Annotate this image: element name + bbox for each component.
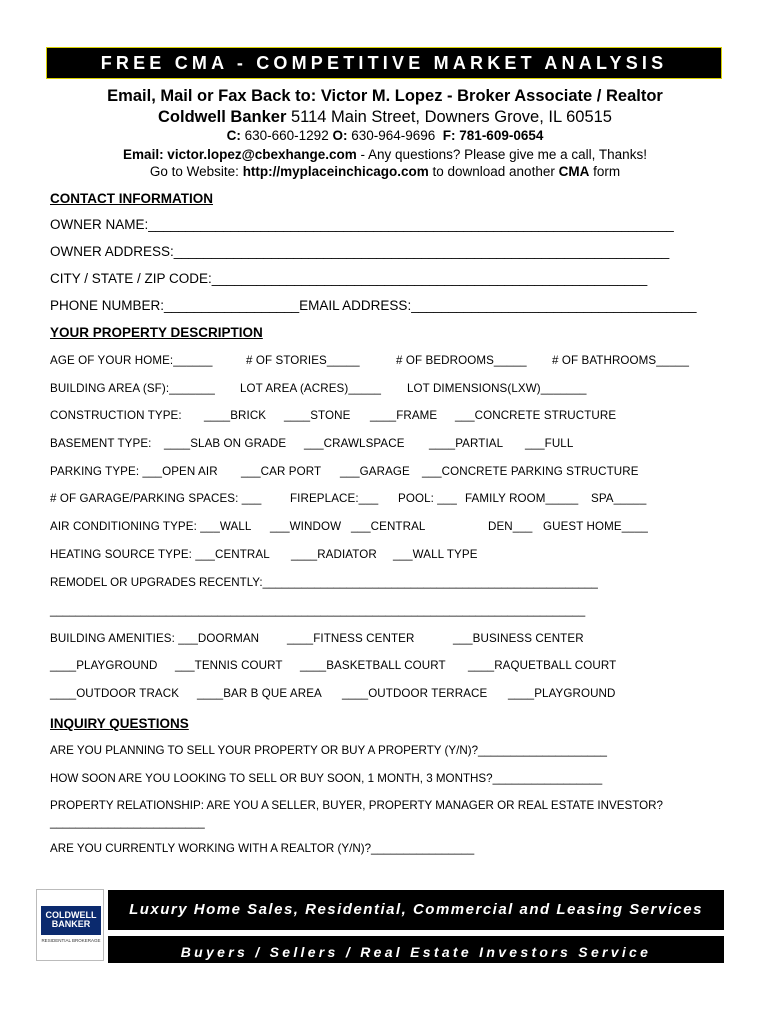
amenity-bbq-area[interactable]: ____BAR B QUE AREA	[197, 687, 322, 700]
city-state-zip-field[interactable]: CITY / STATE / ZIP CODE:__________________________________________________________	[50, 271, 648, 286]
company-name: Coldwell Banker	[158, 108, 287, 126]
amenity-outdoor-track[interactable]: ____OUTDOOR TRACK	[50, 687, 180, 700]
owner-address-field[interactable]: OWNER ADDRESS:__________________________________________________________________	[50, 244, 670, 259]
amenity-outdoor-terrace[interactable]: ____OUTDOOR TERRACE	[342, 687, 488, 700]
email-line	[0, 147, 770, 162]
option-partial[interactable]: ____PARTIAL	[429, 437, 504, 450]
logo-text-top: COLDWELL	[45, 910, 97, 920]
pool-field[interactable]: POOL: ___	[398, 492, 457, 505]
amenity-playground[interactable]: ____PLAYGROUND	[50, 659, 158, 672]
website-mid: to download another	[428, 164, 559, 179]
question-working-with-realtor[interactable]: ARE YOU CURRENTLY WORKING WITH A REALTOR (Y/N)?________________	[50, 842, 475, 855]
phone-line	[0, 128, 770, 143]
remodel-field[interactable]: REMODEL OR UPGRADES RECENTLY:____________________________________________________	[50, 576, 598, 589]
amenity-basketball-court[interactable]: ____BASKETBALL COURT	[300, 659, 446, 672]
send-to-line: Email, Mail or Fax Back to: Victor M. Lopez - Broker Associate / Realtor	[107, 87, 663, 105]
office-label: O:	[332, 128, 348, 143]
bedrooms-field[interactable]: # OF BEDROOMS_____	[396, 354, 527, 367]
option-stone[interactable]: ____STONE	[284, 409, 351, 422]
company-address-line	[0, 108, 770, 127]
option-crawlspace[interactable]: ___CRAWLSPACE	[304, 437, 405, 450]
option-brick[interactable]: ____BRICK	[204, 409, 267, 422]
remodel-field-continued[interactable]: ___________________________________________________________________________________	[50, 604, 586, 617]
owner-name-field[interactable]: OWNER NAME:______________________________________________________________________	[50, 217, 674, 232]
services-banner: Luxury Home Sales, Residential, Commercial and Leasing Services	[108, 890, 724, 930]
amenity-playground-2[interactable]: ____PLAYGROUND	[508, 687, 616, 700]
option-concrete-structure[interactable]: ___CONCRETE STRUCTURE	[455, 409, 617, 422]
lot-dimensions-field[interactable]: LOT DIMENSIONS(LXW)_______	[407, 382, 587, 395]
phone-email-field[interactable]: PHONE NUMBER:__________________EMAIL ADDRESS:______________________________________	[50, 298, 697, 313]
option-full[interactable]: ___FULL	[525, 437, 574, 450]
website-url[interactable]: http://myplaceinchicago.com	[242, 164, 429, 179]
amenity-doorman[interactable]: BUILDING AMENITIES: ___DOORMAN	[50, 632, 260, 645]
spa-field[interactable]: SPA_____	[591, 492, 647, 505]
question-relationship: PROPERTY RELATIONSHIP: ARE YOU A SELLER, BUYER, PROPERTY MANAGER OR REAL ESTATE INVESTOR?	[50, 799, 663, 812]
option-garage[interactable]: ___GARAGE	[340, 465, 410, 478]
question-sell-or-buy[interactable]: ARE YOU PLANNING TO SELL YOUR PROPERTY OR BUY A PROPERTY (Y/N)?____________________	[50, 744, 607, 757]
amenity-raquetball-court[interactable]: ____RAQUETBALL COURT	[468, 659, 617, 672]
coldwell-banker-logo	[36, 889, 104, 961]
title-banner: FREE CMA - COMPETITIVE MARKET ANALYSIS	[46, 47, 722, 79]
ac-wall[interactable]: AIR CONDITIONING TYPE: ___WALL	[50, 520, 252, 533]
logo-mark	[41, 906, 101, 935]
inquiry-heading: INQUIRY QUESTIONS	[50, 716, 189, 731]
ac-window[interactable]: ___WINDOW	[270, 520, 342, 533]
question-relationship-answer[interactable]: ________________________	[50, 816, 205, 829]
family-room-field[interactable]: FAMILY ROOM_____	[465, 492, 579, 505]
garage-spaces-field[interactable]: # OF GARAGE/PARKING SPACES: ___	[50, 492, 262, 505]
option-car-port[interactable]: ___CAR PORT	[241, 465, 322, 478]
logo-text-bottom: BANKER	[51, 919, 91, 929]
option-slab-on-grade[interactable]: ____SLAB ON GRADE	[164, 437, 287, 450]
age-field[interactable]: AGE OF YOUR HOME:______	[50, 354, 213, 367]
building-area-field[interactable]: BUILDING AREA (SF):_______	[50, 382, 215, 395]
audience-banner: Buyers / Sellers / Real Estate Investors Service	[108, 936, 724, 963]
option-frame[interactable]: ____FRAME	[370, 409, 438, 422]
fireplace-field[interactable]: FIREPLACE:___	[290, 492, 379, 505]
basement-label: BASEMENT TYPE:	[50, 437, 152, 450]
amenity-fitness-center[interactable]: ____FITNESS CENTER	[287, 632, 415, 645]
option-concrete-parking[interactable]: ___CONCRETE PARKING STRUCTURE	[422, 465, 639, 478]
guest-home-field[interactable]: GUEST HOME____	[543, 520, 648, 533]
ac-central[interactable]: ___CENTRAL	[351, 520, 426, 533]
amenity-business-center[interactable]: ___BUSINESS CENTER	[453, 632, 584, 645]
cell-label: C:	[226, 128, 241, 143]
den-field[interactable]: DEN___	[488, 520, 533, 533]
construction-label: CONSTRUCTION TYPE:	[50, 409, 182, 422]
fax-number: F: 781-609-0654	[442, 128, 544, 143]
property-heading: YOUR PROPERTY DESCRIPTION	[50, 325, 263, 340]
logo-subtitle: RESIDENTIAL BROKERAGE	[41, 938, 101, 943]
heating-wall-type[interactable]: ___WALL TYPE	[393, 548, 478, 561]
email-note: - Any questions? Please give me a call, Thanks!	[356, 147, 647, 162]
cell-number: 630-660-1292	[240, 128, 333, 143]
amenity-tennis-court[interactable]: ___TENNIS COURT	[175, 659, 283, 672]
lot-area-field[interactable]: LOT AREA (ACRES)_____	[240, 382, 382, 395]
stories-field[interactable]: # OF STORIES_____	[246, 354, 360, 367]
email-address: Email: victor.lopez@cbexhange.com	[123, 147, 357, 162]
heating-central[interactable]: HEATING SOURCE TYPE: ___CENTRAL	[50, 548, 270, 561]
office-number: 630-964-9696	[347, 128, 440, 143]
website-line	[0, 164, 770, 179]
bathrooms-field[interactable]: # OF BATHROOMS_____	[552, 354, 689, 367]
website-prefix: Go to Website:	[149, 164, 243, 179]
heating-radiator[interactable]: ____RADIATOR	[291, 548, 377, 561]
parking-open-air[interactable]: PARKING TYPE: ___OPEN AIR	[50, 465, 218, 478]
cma-word: CMA	[558, 164, 590, 179]
website-suffix: form	[589, 164, 621, 179]
question-how-soon[interactable]: HOW SOON ARE YOU LOOKING TO SELL OR BUY SOON, 1 MONTH, 3 MONTHS?_________________	[50, 772, 603, 785]
contact-heading: CONTACT INFORMATION	[50, 191, 213, 206]
company-address: 5114 Main Street, Downers Grove, IL 60515	[286, 108, 612, 126]
